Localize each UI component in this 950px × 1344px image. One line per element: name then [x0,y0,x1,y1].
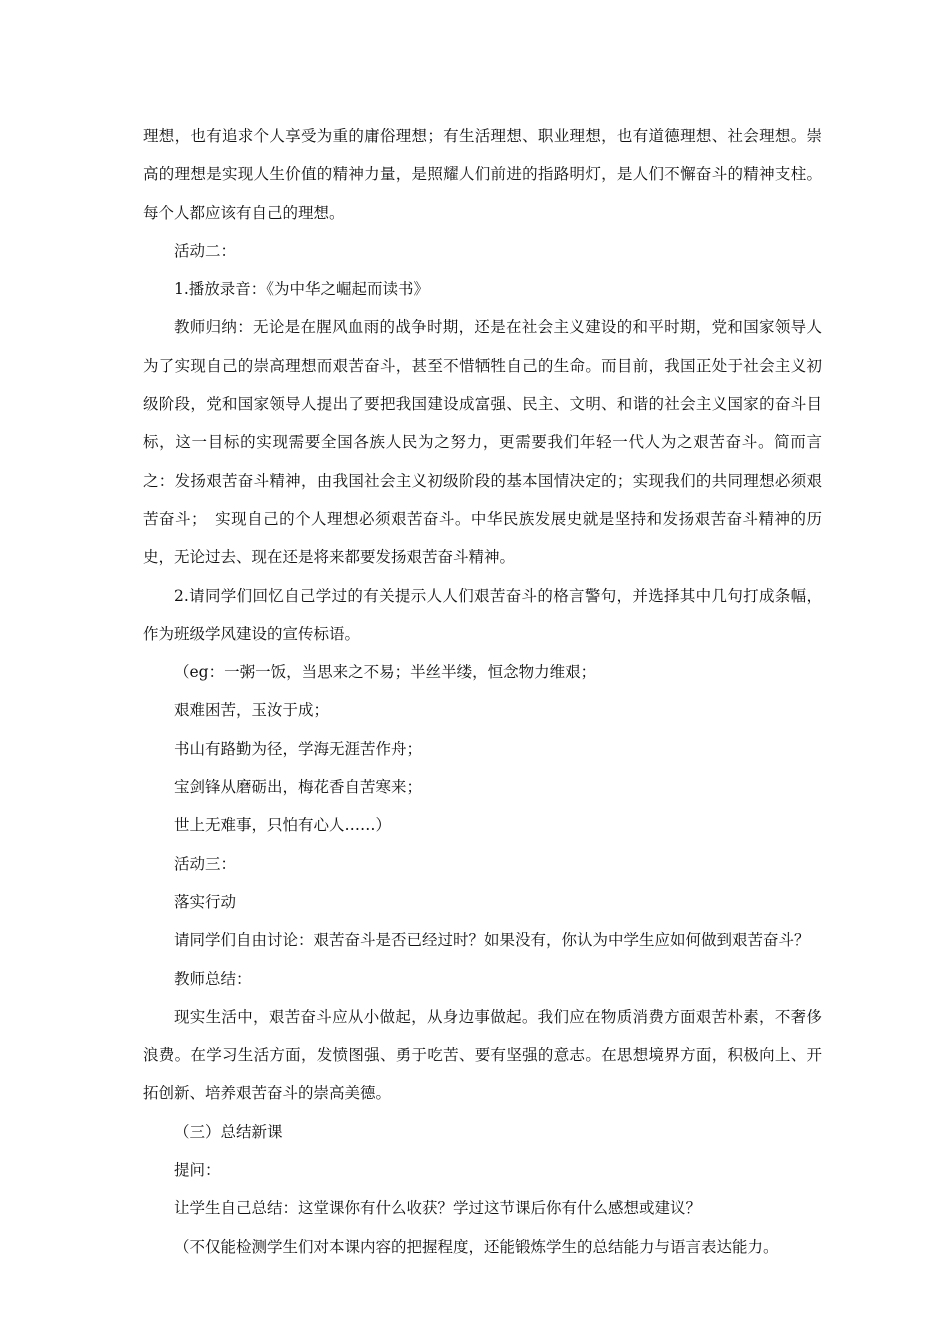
paragraph-teacher-summary: 教师归纳：无论是在腥风血雨的战争时期，还是在社会主义建设的和平时期，党和国家领导人为了实现自己的崇高理想而艰苦奋斗，甚至不惜牺牲自己的生命。而目前，我国正处于社会主义初级阶段，党和国家领导人提出了要把我国建设成富强、民主、文明、和谐的社会主义国家的奋斗目标，这一目标的实现需要全国各族人民为之努力，更需要我们年轻一代人为之艰苦奋斗。简而言之：发扬艰苦奋斗精神，由我国社会主义初级阶段的基本国情决定的；实现我们的共同理想必须艰苦奋斗； 实现自己的个人理想必须艰苦奋斗。中华民族发展史就是坚持和发扬艰苦奋斗精神的历史，无论过去、现在还是将来都要发扬艰苦奋斗精神。 [143,318,822,567]
paragraph-motto-5: 世上无难事，只怕有心人……） [174,816,392,835]
paragraph-action: 落实行动 [174,892,237,911]
paragraph-purpose-note: （不仅能检测学生们对本课内容的把握程度，还能锻炼学生的总结能力与语言表达能力。 [174,1237,779,1256]
section-heading-summary: （三）总结新课 [174,1122,283,1141]
paragraph-recall-mottos: 2.请同学们回忆自己学过的有关提示人人们艰苦奋斗的格言警句，并选择其中几句打成条幅，作为班级学风建设的宣传标语。 [143,586,822,643]
paragraph-student-summary: 让学生自己总结：这堂课你有什么收获？学过这节课后你有什么感想或建议？ [174,1199,702,1218]
paragraph-activity-two: 活动二： [174,241,237,260]
paragraph-question-heading: 提问： [174,1161,221,1180]
paragraph-activity-three: 活动三： [174,854,237,873]
paragraph-motto-4: 宝剑锋从磨砺出，梅花香自苦寒来； [174,778,423,797]
paragraph-motto-2: 艰难困苦，玉汝于成； [174,701,330,720]
paragraph-motto-3: 书山有路勤为径，学海无涯苦作舟； [174,739,423,758]
paragraph-play-recording: 1.播放录音：《为中华之崛起而读书》 [174,280,430,299]
paragraph-motto-1: （eg：一粥一饭，当思来之不易；半丝半缕，恒念物力维艰； [174,663,597,682]
paragraph-teacher-conclusion: 现实生活中，艰苦奋斗应从小做起，从身边事做起。我们应在物质消费方面艰苦朴素，不奢侈浪费。在学习生活方面，发愤图强、勇于吃苦、要有坚强的意志。在思想境界方面，积极向上、开拓创新、培养艰苦奋斗的崇高美德。 [143,1007,822,1103]
paragraph-ideals: 理想，也有追求个人享受为重的庸俗理想；有生活理想、职业理想，也有道德理想、社会理想。崇高的理想是实现人生价值的精神力量，是照耀人们前进的指路明灯，是人们不懈奋斗的精神支柱。每个人都应该有自己的理想。 [143,127,822,222]
paragraph-teacher-conclusion-heading: 教师总结： [174,969,252,988]
paragraph-discussion: 请同学们自由讨论：艰苦奋斗是否已经过时？如果没有，你认为中学生应如何做到艰苦奋斗？ [174,931,810,950]
